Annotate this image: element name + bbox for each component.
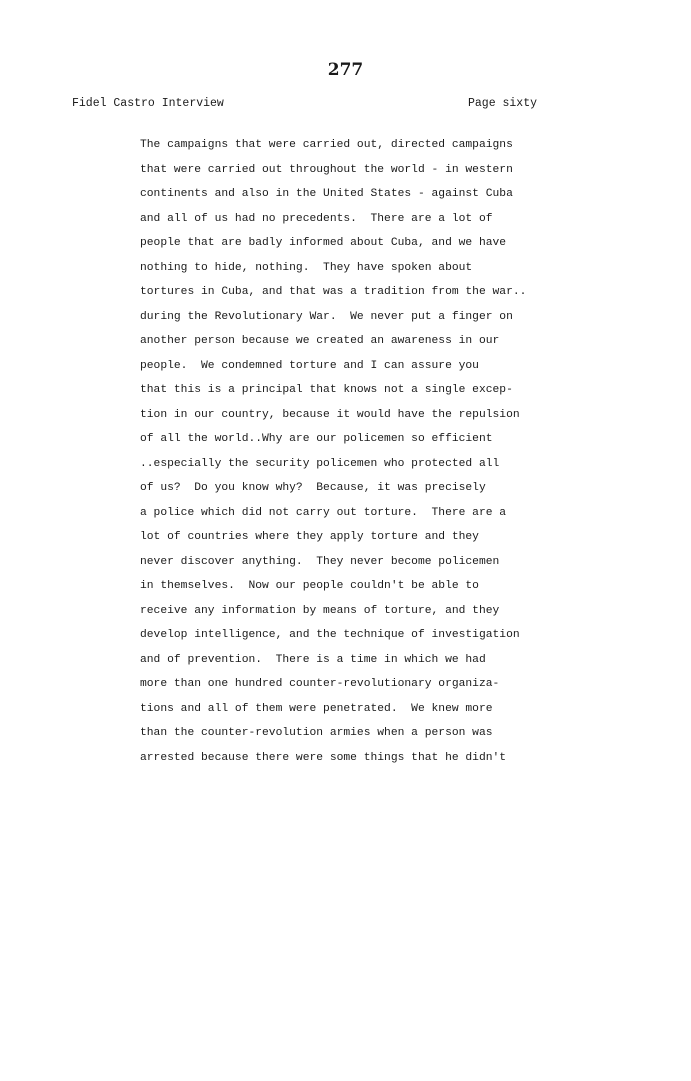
text-line: develop intelligence, and the technique of investigation <box>140 629 520 641</box>
text-line: and of prevention. There is a time in which we had <box>140 653 486 666</box>
running-header-page-label: Page sixty <box>468 97 538 110</box>
text-line: of us? Do you know why? Because, it was precisely <box>140 482 486 494</box>
text-line: ..especially the security policemen who protected all <box>140 457 500 470</box>
text-line: that this is a principal that knows not a single excep- <box>140 384 513 396</box>
page-number: 277 <box>327 60 364 80</box>
text-line: people that are badly informed about Cuba, and we have <box>140 237 507 249</box>
text-line: continents and also in the United States - against Cuba <box>140 188 513 200</box>
running-header-title: Fidel Castro Interview <box>72 97 224 110</box>
text-line: a police which did not carry out torture. There are a <box>140 506 507 519</box>
text-line: than the counter-revolution armies when a person was <box>140 727 493 739</box>
text-line: people. We condemned torture and I can assure you <box>140 359 479 372</box>
text-line: receive any information by means of torture, and they <box>140 604 500 617</box>
body-text <box>140 133 580 770</box>
text-line: tion in our country, because it would have the repulsion <box>140 408 520 421</box>
text-line: that were carried out throughout the world - in western <box>140 163 513 176</box>
text-line: arrested because there were some things that he didn't <box>140 751 507 764</box>
text-line: nothing to hide, nothing. They have spoken about <box>140 261 473 274</box>
text-line: never discover anything. They never become policemen <box>140 555 500 568</box>
text-line: lot of countries where they apply torture and they <box>140 531 479 543</box>
text-line: tortures in Cuba, and that was a tradition from the war.. <box>140 286 527 298</box>
text-line: and all of us had no precedents. There are a lot of <box>140 212 493 225</box>
text-line: The campaigns that were carried out, directed campaigns <box>140 139 513 151</box>
text-line: during the Revolutionary War. We never put a finger on <box>140 310 513 323</box>
text-line: of all the world..Why are our policemen so efficient <box>140 433 493 445</box>
text-line: another person because we created an awareness in our <box>140 335 500 347</box>
text-line: in themselves. Now our people couldn't be able to <box>140 580 479 592</box>
text-line: more than one hundred counter-revolutionary organiza- <box>140 678 500 690</box>
text-line: tions and all of them were penetrated. We knew more <box>140 702 493 715</box>
